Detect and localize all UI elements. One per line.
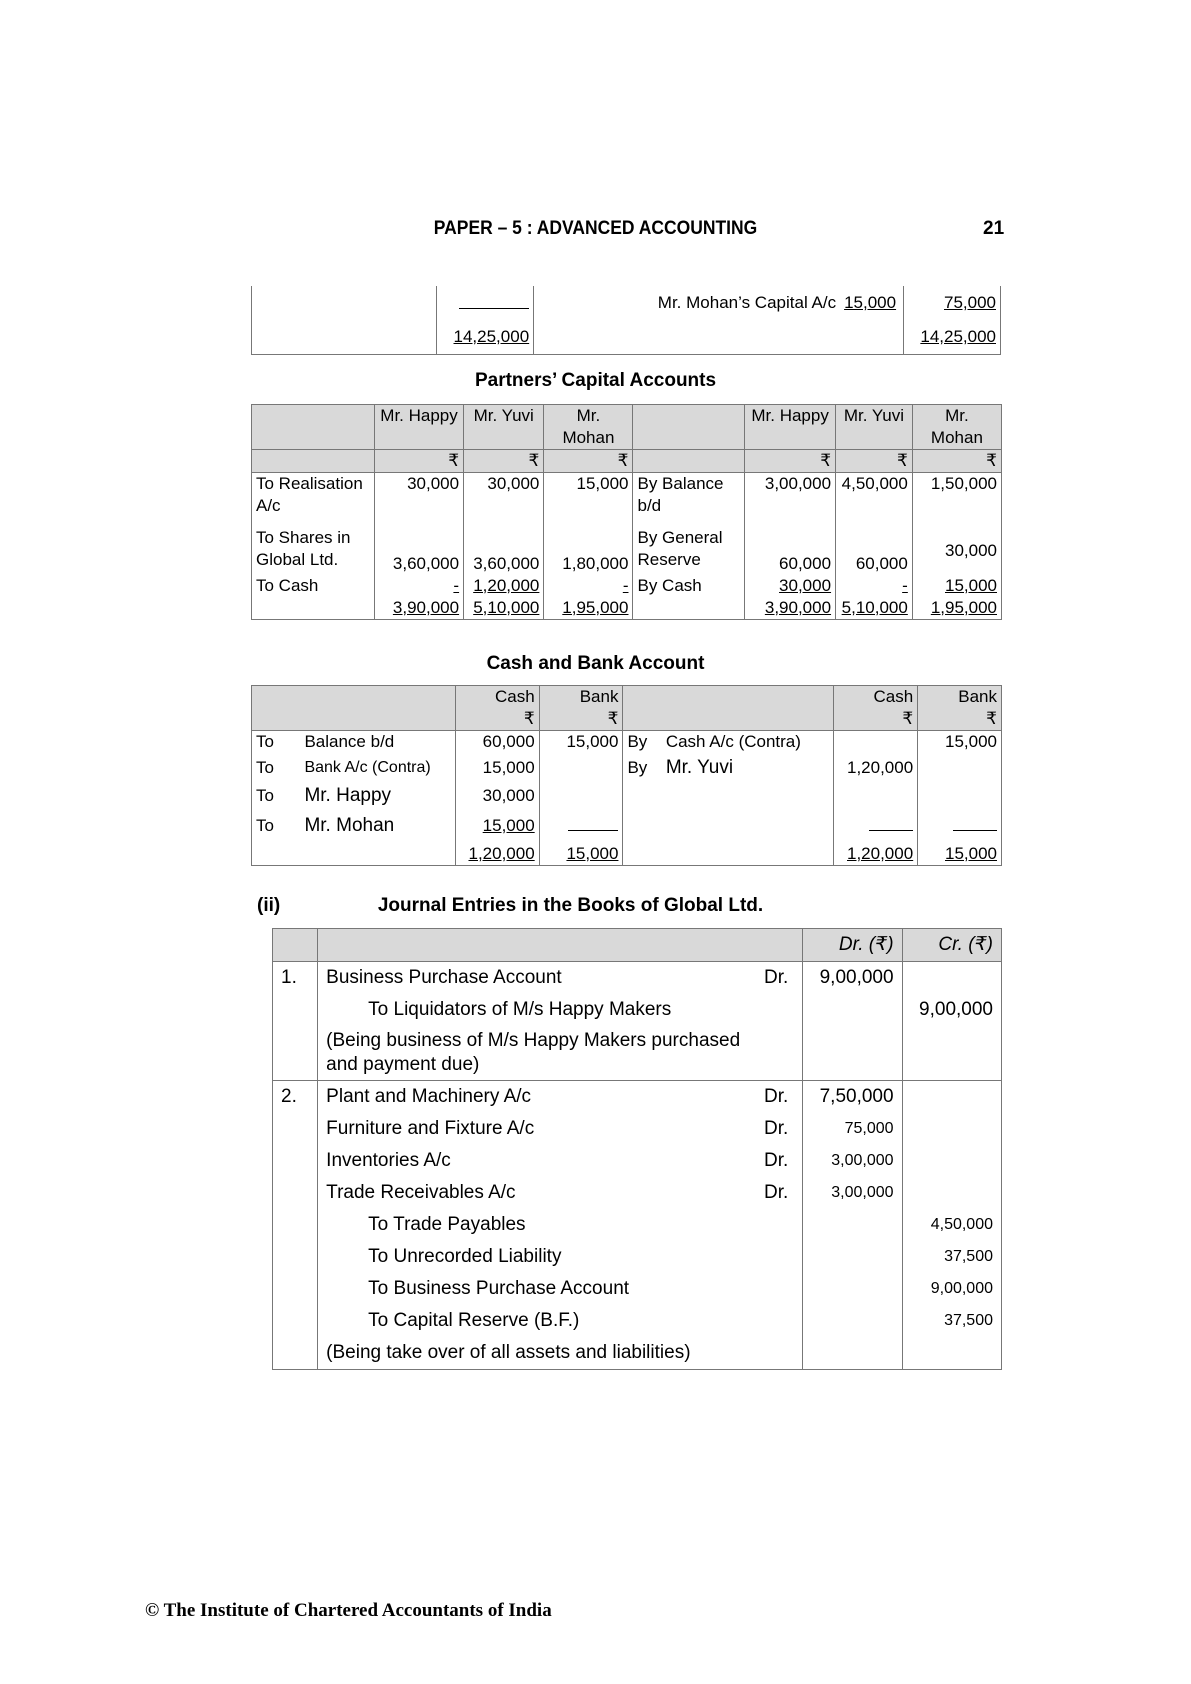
pca-cr-label: By General Reserve [633, 527, 745, 575]
cont-label: Mr. Mohan’s Capital A/c [534, 286, 840, 320]
pca-amount: 15,000 [945, 575, 997, 595]
cba-amount: 15,000 [539, 731, 623, 757]
rupee-symbol: ₹ [902, 709, 914, 728]
rupee-symbol: ₹ [912, 450, 1001, 473]
pca-col-yuvi-cr: Mr. Yuvi [836, 405, 913, 450]
credit-account: To Liquidators of M/s Happy Makers [318, 994, 756, 1026]
credit-account: To Unrecorded Liability [318, 1241, 756, 1273]
cba-by: By [623, 757, 662, 785]
pca-amount: 3,00,000 [745, 473, 836, 527]
cba-title: Cash and Bank Account [486, 653, 705, 674]
pca-amount: - [622, 575, 629, 595]
cont-right: 75,000 [944, 293, 996, 312]
pca-amount: 30,000 [464, 473, 544, 527]
pca-amount: 30,000 [374, 473, 463, 527]
pca-total: 5,10,000 [841, 597, 908, 617]
cba-to: To [252, 815, 301, 843]
credit-account: To Capital Reserve (B.F.) [318, 1305, 756, 1337]
continuation-table [251, 286, 1001, 355]
debit-amount: 3,00,000 [803, 1145, 902, 1177]
cba-dr-label: Balance b/d [300, 731, 455, 757]
entry-number: 2. [273, 1081, 318, 1114]
debit-amount: 75,000 [803, 1113, 902, 1145]
credit-amount: 9,00,000 [902, 994, 1001, 1026]
credit-account: To Business Purchase Account [318, 1273, 756, 1305]
credit-amount: 37,500 [902, 1305, 1001, 1337]
pca-total: 3,90,000 [392, 597, 460, 617]
debit-amount: 3,00,000 [803, 1177, 902, 1209]
rupee-symbol: ₹ [745, 450, 836, 473]
cba-cr-label: Cash A/c (Contra) [662, 731, 834, 757]
cba-amount: 15,000 [482, 815, 535, 835]
page-number: 21 [983, 218, 1005, 239]
pca-amount: 15,000 [544, 473, 633, 527]
paper-title: PAPER – 5 : ADVANCED ACCOUNTING [433, 218, 758, 239]
cba-bank-head: Bank [579, 687, 619, 706]
pca-col-happy-cr: Mr. Happy [745, 405, 836, 450]
cba-dr-label: Mr. Mohan [300, 815, 455, 843]
rupee-symbol: ₹ [836, 450, 913, 473]
cba-cash-head: Cash [494, 687, 535, 706]
pca-dr-label: To Cash [252, 575, 375, 597]
rupee-symbol: ₹ [544, 450, 633, 473]
debit-amount: 9,00,000 [803, 962, 902, 995]
dr-marker: Dr. [756, 1113, 803, 1145]
cba-by: By [623, 731, 662, 757]
cba-amount: 30,000 [455, 785, 539, 815]
pca-cr-label: By Cash [633, 575, 745, 597]
cba-to: To [252, 785, 301, 815]
credit-account: To Trade Payables [318, 1209, 756, 1241]
cba-amount: 60,000 [455, 731, 539, 757]
cr-heading: Cr. (₹) [902, 929, 1001, 962]
pca-amount: 30,000 [912, 527, 1001, 575]
cba-to: To [252, 757, 301, 785]
rupee-symbol: ₹ [523, 709, 535, 728]
pca-amount: 60,000 [745, 527, 836, 575]
debit-account: Furniture and Fixture A/c [318, 1113, 756, 1145]
pca-amount: 1,80,000 [544, 527, 633, 575]
section-label: (ii) [257, 895, 281, 916]
pca-total: 1,95,000 [930, 597, 997, 617]
debit-account: Business Purchase Account [318, 962, 756, 995]
cba-to: To [252, 731, 301, 757]
cba-cash-head-cr: Cash [873, 687, 914, 706]
pca-title: Partners’ Capital Accounts [474, 370, 717, 391]
rupee-symbol: ₹ [374, 450, 463, 473]
pca-col-mohan: Mr. Mohan [544, 405, 633, 450]
credit-amount: 9,00,000 [902, 1273, 1001, 1305]
journal-table [272, 928, 1002, 1370]
cba-total: 15,000 [945, 843, 997, 863]
pca-amount: - [902, 575, 908, 595]
credit-amount: 4,50,000 [902, 1209, 1001, 1241]
cba-total: 15,000 [566, 843, 619, 863]
cont-total-right: 14,25,000 [920, 327, 996, 346]
dr-marker: Dr. [756, 1177, 803, 1209]
rupee-symbol: ₹ [464, 450, 544, 473]
cba-bank-head-cr: Bank [958, 687, 997, 706]
cash-bank-table [251, 685, 1002, 866]
cba-amount: 15,000 [918, 731, 1002, 757]
pca-amount: 30,000 [779, 575, 832, 595]
pca-total: 3,90,000 [764, 597, 832, 617]
credit-amount: 37,500 [902, 1241, 1001, 1273]
pca-total: 5,10,000 [473, 597, 540, 617]
cba-total: 1,20,000 [468, 843, 535, 863]
pca-total: 1,95,000 [562, 597, 629, 617]
cba-total: 1,20,000 [847, 843, 914, 863]
journal-title: Journal Entries in the Books of Global Ltd. [377, 895, 764, 916]
pca-dr-label: To Realisation A/c [252, 473, 375, 527]
dr-heading: Dr. (₹) [803, 929, 902, 962]
debit-account: Plant and Machinery A/c [318, 1081, 756, 1114]
cba-cr-label: Mr. Yuvi [662, 757, 834, 785]
narration: (Being take over of all assets and liabilities) [318, 1337, 756, 1370]
pca-col-happy: Mr. Happy [374, 405, 463, 450]
pca-col-yuvi: Mr. Yuvi [464, 405, 544, 450]
debit-amount: 7,50,000 [803, 1081, 902, 1114]
entry-number: 1. [273, 962, 318, 995]
partners-capital-table [251, 404, 1002, 620]
cba-amount: 1,20,000 [834, 757, 918, 785]
footer-copyright: © The Institute of Chartered Accountants of India [145, 1600, 552, 1621]
cont-mid: 15,000 [844, 293, 897, 312]
pca-col-mohan-cr: Mr. Mohan [912, 405, 1001, 450]
dr-marker: Dr. [756, 1081, 803, 1114]
pca-dr-label: To Shares in Global Ltd. [252, 527, 375, 575]
debit-account: Trade Receivables A/c [318, 1177, 756, 1209]
dr-marker: Dr. [756, 962, 803, 995]
pca-amount: - [453, 575, 460, 595]
cont-total-left: 14,25,000 [453, 327, 530, 346]
cba-amount: 15,000 [455, 757, 539, 785]
pca-cr-label: By Balance b/d [633, 473, 745, 527]
rupee-symbol: ₹ [607, 709, 619, 728]
dr-marker: Dr. [756, 1145, 803, 1177]
pca-amount: 3,60,000 [464, 527, 544, 575]
narration: (Being business of M/s Happy Makers purchased and payment due) [318, 1026, 756, 1081]
pca-amount: 4,50,000 [836, 473, 913, 527]
pca-amount: 1,50,000 [912, 473, 1001, 527]
cba-dr-label: Bank A/c (Contra) [300, 757, 455, 785]
pca-amount: 60,000 [836, 527, 913, 575]
pca-amount: 3,60,000 [374, 527, 463, 575]
cba-dr-label: Mr. Happy [300, 785, 455, 815]
rupee-symbol: ₹ [986, 709, 997, 728]
debit-account: Inventories A/c [318, 1145, 756, 1177]
pca-amount: 1,20,000 [473, 575, 540, 595]
cba-amount [834, 731, 918, 757]
